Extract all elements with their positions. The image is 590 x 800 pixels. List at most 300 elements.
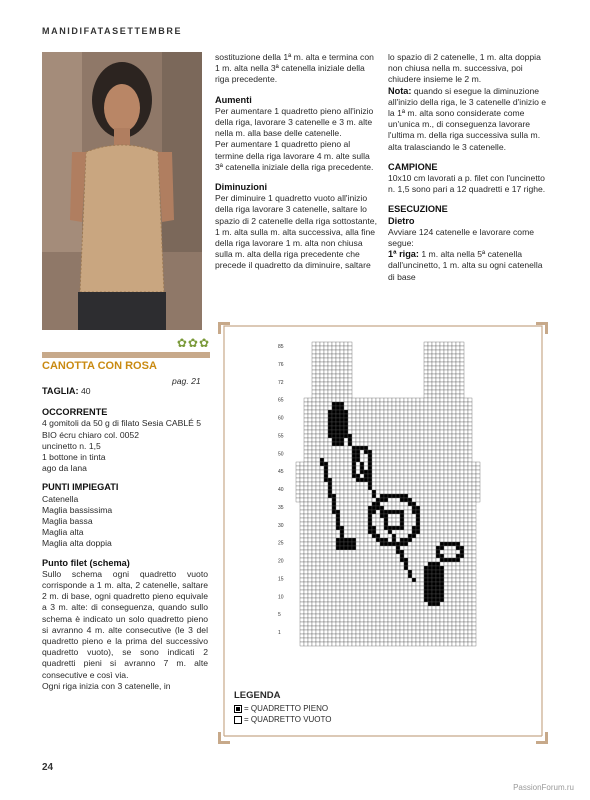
chart-square <box>360 602 364 606</box>
chart-square <box>412 438 416 442</box>
chart-square <box>312 594 316 598</box>
chart-square <box>368 518 372 522</box>
chart-square <box>352 514 356 518</box>
chart-square <box>348 578 352 582</box>
chart-square <box>312 526 316 530</box>
chart-square <box>340 582 344 586</box>
chart-square <box>332 394 336 398</box>
chart-square <box>304 462 308 466</box>
chart-square <box>376 626 380 630</box>
chart-square <box>408 642 412 646</box>
chart-square <box>408 478 412 482</box>
chart-square <box>396 462 400 466</box>
chart-square <box>388 570 392 574</box>
chart-square <box>336 466 340 470</box>
chart-square <box>428 370 432 374</box>
chart-square <box>384 630 388 634</box>
chart-square <box>420 470 424 474</box>
chart-square <box>456 598 460 602</box>
chart-square <box>380 562 384 566</box>
chart-square <box>456 626 460 630</box>
chart-square <box>468 406 472 410</box>
chart-square <box>404 426 408 430</box>
chart-square <box>308 626 312 630</box>
chart-square <box>360 414 364 418</box>
chart-square <box>376 478 380 482</box>
chart-square <box>364 438 368 442</box>
chart-square <box>448 522 452 526</box>
chart-square <box>348 470 352 474</box>
chart-square <box>352 606 356 610</box>
row-number: 85 <box>278 344 284 350</box>
chart-square <box>404 622 408 626</box>
chart-square <box>400 626 404 630</box>
chart-square <box>440 366 444 370</box>
chart-square <box>332 626 336 630</box>
chart-square <box>352 630 356 634</box>
chart-square <box>308 622 312 626</box>
chart-square <box>416 474 420 478</box>
chart-square <box>296 486 300 490</box>
chart-square <box>472 542 476 546</box>
chart-square <box>336 606 340 610</box>
chart-square <box>472 486 476 490</box>
chart-square <box>404 542 408 546</box>
chart-square <box>380 554 384 558</box>
chart-square <box>332 350 336 354</box>
chart-square <box>320 522 324 526</box>
chart-square <box>392 438 396 442</box>
chart-square <box>404 482 408 486</box>
chart-square <box>440 630 444 634</box>
chart-square <box>312 582 316 586</box>
row-number: 40 <box>278 487 284 494</box>
chart-square <box>340 378 344 382</box>
chart-square <box>432 462 436 466</box>
chart-square <box>468 462 472 466</box>
nota-label: Nota: <box>388 85 412 96</box>
chart-square <box>440 522 444 526</box>
chart-square <box>436 510 440 514</box>
chart-square <box>420 478 424 482</box>
chart-square <box>300 594 304 598</box>
chart-square <box>460 558 464 562</box>
chart-square <box>324 642 328 646</box>
filled-square-icon <box>234 705 242 713</box>
chart-square <box>360 510 364 514</box>
chart-square <box>476 486 480 490</box>
chart-square <box>336 610 340 614</box>
chart-square <box>344 450 348 454</box>
chart-square <box>304 406 308 410</box>
chart-square <box>380 498 384 502</box>
chart-square <box>464 530 468 534</box>
chart-square <box>316 366 320 370</box>
chart-square <box>444 494 448 498</box>
chart-square <box>440 386 444 390</box>
chart-square <box>324 442 328 446</box>
chart-square <box>364 430 368 434</box>
chart-square <box>436 478 440 482</box>
chart-square <box>344 534 348 538</box>
chart-square <box>396 570 400 574</box>
chart-square <box>456 362 460 366</box>
chart-square <box>452 470 456 474</box>
chart-square <box>320 394 324 398</box>
chart-square <box>424 554 428 558</box>
chart-square <box>452 434 456 438</box>
chart-square <box>420 530 424 534</box>
chart-square <box>420 462 424 466</box>
chart-square <box>448 478 452 482</box>
chart-square <box>436 406 440 410</box>
chart-square <box>436 506 440 510</box>
chart-square <box>328 394 332 398</box>
chart-square <box>476 478 480 482</box>
chart-square <box>460 430 464 434</box>
chart-square <box>304 514 308 518</box>
chart-square <box>416 534 420 538</box>
chart-square <box>332 422 336 426</box>
chart-square <box>300 494 304 498</box>
chart-square <box>448 458 452 462</box>
chart-square <box>344 562 348 566</box>
chart-square <box>344 414 348 418</box>
chart-square <box>300 630 304 634</box>
chart-square <box>364 442 368 446</box>
chart-square <box>408 498 412 502</box>
chart-square <box>348 534 352 538</box>
chart-square <box>340 374 344 378</box>
chart-square <box>452 594 456 598</box>
chart-square <box>368 566 372 570</box>
chart-square <box>336 470 340 474</box>
chart-square <box>432 562 436 566</box>
chart-square <box>384 622 388 626</box>
chart-square <box>336 414 340 418</box>
chart-square <box>412 498 416 502</box>
chart-square <box>356 478 360 482</box>
chart-square <box>396 538 400 542</box>
chart-square <box>452 414 456 418</box>
chart-square <box>348 422 352 426</box>
chart-square <box>472 630 476 634</box>
chart-square <box>400 494 404 498</box>
chart-square <box>396 622 400 626</box>
chart-square <box>472 582 476 586</box>
chart-square <box>348 562 352 566</box>
chart-square <box>428 626 432 630</box>
chart-square <box>324 598 328 602</box>
chart-square <box>356 506 360 510</box>
chart-square <box>436 606 440 610</box>
chart-square <box>336 534 340 538</box>
chart-square <box>404 474 408 478</box>
chart-square <box>376 470 380 474</box>
chart-square <box>384 426 388 430</box>
chart-square <box>316 598 320 602</box>
chart-square <box>428 554 432 558</box>
chart-square <box>472 558 476 562</box>
chart-square <box>400 454 404 458</box>
chart-square <box>420 574 424 578</box>
chart-square <box>452 482 456 486</box>
chart-square <box>464 558 468 562</box>
chart-square <box>420 422 424 426</box>
chart-square <box>456 546 460 550</box>
chart-square <box>476 494 480 498</box>
chart-square <box>476 498 480 502</box>
chart-square <box>380 422 384 426</box>
chart-square <box>428 454 432 458</box>
chart-square <box>392 434 396 438</box>
chart-square <box>404 566 408 570</box>
chart-square <box>460 438 464 442</box>
chart-square <box>432 494 436 498</box>
chart-square <box>308 422 312 426</box>
chart-square <box>404 582 408 586</box>
chart-square <box>460 490 464 494</box>
chart-square <box>340 594 344 598</box>
chart-square <box>420 430 424 434</box>
chart-square <box>300 510 304 514</box>
chart-square <box>376 506 380 510</box>
chart-square <box>384 518 388 522</box>
chart-square <box>468 490 472 494</box>
chart-square <box>452 638 456 642</box>
chart-square <box>376 590 380 594</box>
chart-square <box>388 446 392 450</box>
chart-square <box>456 454 460 458</box>
chart-square <box>336 426 340 430</box>
chart-square <box>464 618 468 622</box>
chart-square <box>368 502 372 506</box>
chart-square <box>432 534 436 538</box>
chart-square <box>380 462 384 466</box>
chart-square <box>300 590 304 594</box>
chart-square <box>432 478 436 482</box>
chart-square <box>400 506 404 510</box>
chart-square <box>360 474 364 478</box>
chart-square <box>416 574 420 578</box>
chart-square <box>452 374 456 378</box>
chart-square <box>312 574 316 578</box>
chart-square <box>464 586 468 590</box>
chart-square <box>412 470 416 474</box>
chart-square <box>372 482 376 486</box>
chart-square <box>436 546 440 550</box>
chart-square <box>360 530 364 534</box>
chart-square <box>324 350 328 354</box>
chart-square <box>360 586 364 590</box>
chart-square <box>444 402 448 406</box>
chart-square <box>472 466 476 470</box>
chart-square <box>440 462 444 466</box>
chart-square <box>360 490 364 494</box>
chart-square <box>300 574 304 578</box>
chart-square <box>392 514 396 518</box>
chart-square <box>300 598 304 602</box>
chart-square <box>368 546 372 550</box>
chart-square <box>380 434 384 438</box>
chart-square <box>348 354 352 358</box>
punti-heading: PUNTI IMPIEGATI <box>42 482 119 493</box>
chart-square <box>432 510 436 514</box>
chart-square <box>448 422 452 426</box>
chart-square <box>320 558 324 562</box>
chart-square <box>300 502 304 506</box>
chart-square <box>452 378 456 382</box>
chart-square <box>376 430 380 434</box>
chart-square <box>456 350 460 354</box>
chart-square <box>324 458 328 462</box>
chart-square <box>348 514 352 518</box>
chart-square <box>440 586 444 590</box>
chart-square <box>300 562 304 566</box>
chart-square <box>384 586 388 590</box>
chart-square <box>384 422 388 426</box>
chart-square <box>460 414 464 418</box>
chart-square <box>432 458 436 462</box>
chart-square <box>316 474 320 478</box>
chart-square <box>428 594 432 598</box>
chart-square <box>364 542 368 546</box>
chart-square <box>348 466 352 470</box>
chart-square <box>320 386 324 390</box>
chart-square <box>332 618 336 622</box>
chart-square <box>428 406 432 410</box>
chart-square <box>452 606 456 610</box>
chart-square <box>404 606 408 610</box>
chart-square <box>464 522 468 526</box>
chart-square <box>428 346 432 350</box>
chart-square <box>448 386 452 390</box>
chart-square <box>376 574 380 578</box>
chart-square <box>440 610 444 614</box>
chart-square <box>308 638 312 642</box>
chart-square <box>460 614 464 618</box>
chart-square <box>456 438 460 442</box>
chart-square <box>368 434 372 438</box>
chart-square <box>360 502 364 506</box>
chart-square <box>352 466 356 470</box>
chart-square <box>332 570 336 574</box>
chart-square <box>380 430 384 434</box>
chart-square <box>456 510 460 514</box>
chart-square <box>376 546 380 550</box>
chart-square <box>344 386 348 390</box>
chart-square <box>344 418 348 422</box>
chart-square <box>300 482 304 486</box>
occorrente-line: 4 gomitoli da 50 g di filato Sesia CABLÉ 5 <box>42 418 202 429</box>
chart-square <box>332 490 336 494</box>
chart-square <box>436 638 440 642</box>
chart-square <box>408 474 412 478</box>
chart-square <box>392 490 396 494</box>
chart-square <box>356 414 360 418</box>
chart-square <box>400 462 404 466</box>
chart-square <box>448 502 452 506</box>
chart-square <box>440 390 444 394</box>
chart-square <box>460 502 464 506</box>
chart-square <box>392 402 396 406</box>
chart-square <box>372 442 376 446</box>
chart-square <box>364 478 368 482</box>
chart-square <box>332 462 336 466</box>
chart-square <box>420 550 424 554</box>
chart-square <box>404 586 408 590</box>
chart-square <box>460 394 464 398</box>
chart-square <box>344 454 348 458</box>
chart-square <box>344 478 348 482</box>
chart-square <box>468 606 472 610</box>
chart-square <box>372 486 376 490</box>
chart-square <box>428 518 432 522</box>
size-label: TAGLIA: <box>42 386 79 396</box>
chart-square <box>420 562 424 566</box>
chart-square <box>332 418 336 422</box>
chart-square <box>444 470 448 474</box>
chart-square <box>408 442 412 446</box>
chart-square <box>312 502 316 506</box>
chart-square <box>380 542 384 546</box>
chart-square <box>332 606 336 610</box>
chart-square <box>304 418 308 422</box>
chart-square <box>312 386 316 390</box>
chart-square <box>352 470 356 474</box>
chart-square <box>468 594 472 598</box>
chart-square <box>368 458 372 462</box>
chart-square <box>400 614 404 618</box>
chart-square <box>440 546 444 550</box>
chart-square <box>436 634 440 638</box>
chart-square <box>376 582 380 586</box>
chart-square <box>460 594 464 598</box>
chart-square <box>364 402 368 406</box>
chart-square <box>436 554 440 558</box>
chart-square <box>428 394 432 398</box>
row-number: 65 <box>278 397 284 404</box>
chart-square <box>312 374 316 378</box>
chart-square <box>364 638 368 642</box>
chart-square <box>380 478 384 482</box>
chart-square <box>384 454 388 458</box>
chart-square <box>416 590 420 594</box>
chart-square <box>416 518 420 522</box>
chart-square <box>320 514 324 518</box>
chart-square <box>384 438 388 442</box>
chart-square <box>412 446 416 450</box>
chart-square <box>324 390 328 394</box>
chart-square <box>432 426 436 430</box>
chart-square <box>404 610 408 614</box>
chart-square <box>328 510 332 514</box>
chart-square <box>368 626 372 630</box>
chart-square <box>408 482 412 486</box>
chart-square <box>412 534 416 538</box>
chart-square <box>388 610 392 614</box>
chart-square <box>380 630 384 634</box>
chart-square <box>416 554 420 558</box>
chart-square <box>460 366 464 370</box>
chart-square <box>344 566 348 570</box>
chart-square <box>324 450 328 454</box>
chart-square <box>408 466 412 470</box>
chart-square <box>436 486 440 490</box>
chart-square <box>344 506 348 510</box>
chart-square <box>368 418 372 422</box>
chart-square <box>376 614 380 618</box>
